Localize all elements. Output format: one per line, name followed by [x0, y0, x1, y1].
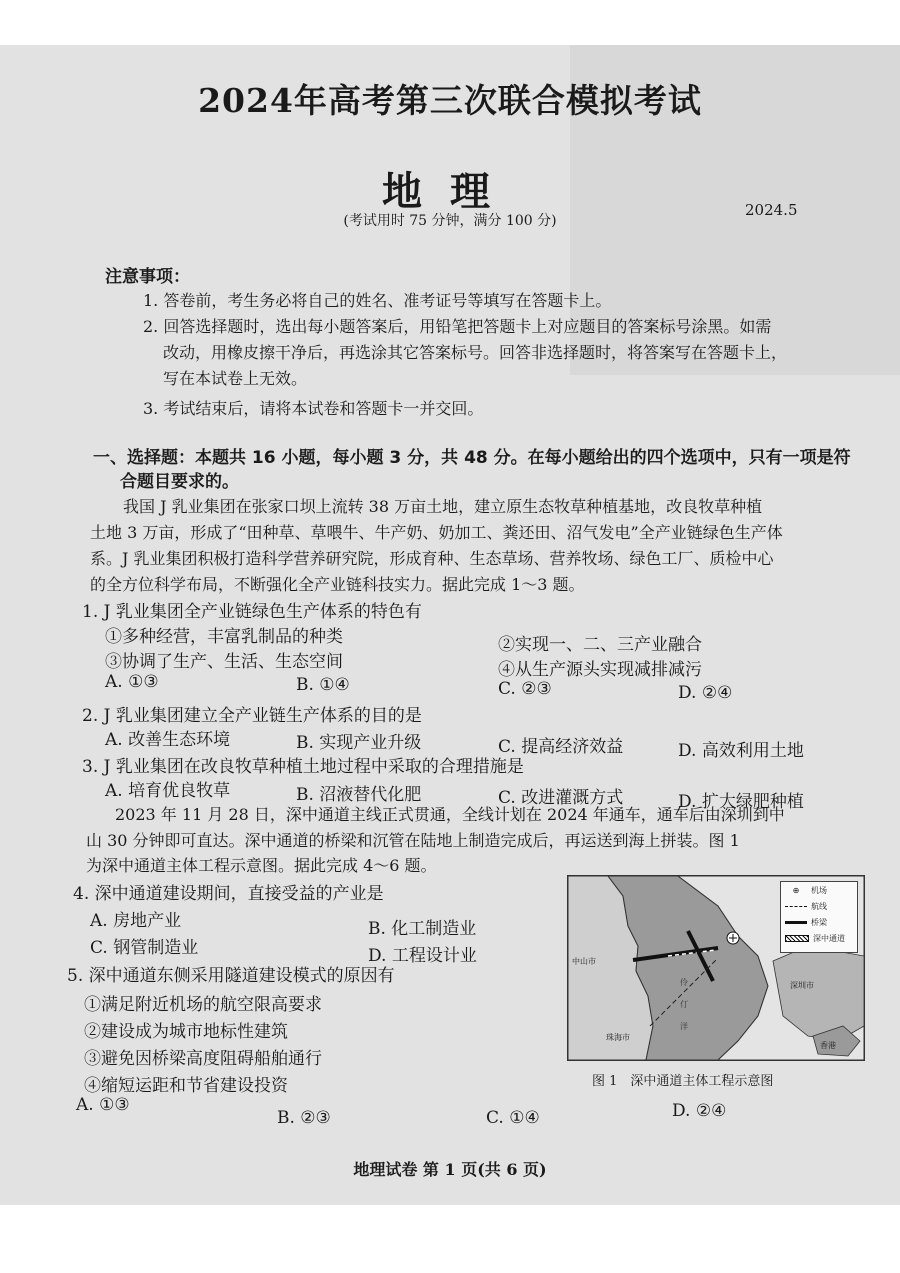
passage2-line-1: 2023 年 11 月 28 日，深中通道主线正式贯通，全线计划在 2024 年通车，通车后由深圳到中: [115, 805, 785, 824]
q2-option-a[interactable]: A. 改善生态环境: [105, 730, 231, 750]
section-heading: 一、选择题：本题共 16 小题，每小题 3 分，共 48 分。在每小题给出的四个选项中，只有一项是符: [93, 448, 851, 468]
notice-item-1: 1. 答卷前，考生务必将自己的姓名、准考证号等填写在答题卡上。: [143, 291, 612, 310]
q1-statement-1: ①多种经营，丰富乳制品的种类: [105, 627, 343, 647]
question-5-stem: 5. 深中通道东侧采用隧道建设模式的原因有: [67, 966, 395, 986]
route-line-icon: [785, 906, 807, 907]
question-1-stem: 1. J 乳业集团全产业链绿色生产体系的特色有: [82, 602, 422, 622]
legend-tunnel: 深中通道: [785, 932, 845, 944]
passage1-line-1: 我国 J 乳业集团在张家口坝上流转 38 万亩土地，建立原生态牧草种植基地，改良牧草种植: [123, 497, 763, 516]
label-bay: 伶仃洋: [680, 978, 688, 1031]
label-shenzhen: 深圳市: [790, 981, 814, 990]
label-hongkong: 香港: [820, 1041, 836, 1050]
notice-item-2-line-1: 2. 回答选择题时，选出每小题答案后，用铅笔把答题卡上对应题目的答案标号涂黑。如需: [143, 317, 772, 336]
q5-statement-2: ②建设成为城市地标性建筑: [84, 1022, 288, 1042]
passage1-line-4: 的全方位科学布局，不断强化全产业链科技实力。据此完成 1～3 题。: [90, 575, 585, 594]
q4-option-d[interactable]: D. 工程设计业: [368, 946, 477, 966]
notice-heading: 注意事项：: [105, 267, 190, 287]
legend-airport: ⊕ 机场: [785, 884, 827, 896]
page-footer: 地理试卷 第 1 页(共 6 页): [353, 1160, 547, 1179]
q3-option-b[interactable]: B. 沼液替代化肥: [296, 785, 422, 805]
question-4-stem: 4. 深中通道建设期间，直接受益的产业是: [73, 884, 384, 904]
q4-option-a[interactable]: A. 房地产业: [90, 911, 182, 931]
q3-option-d[interactable]: D. 扩大绿肥种植: [678, 792, 804, 812]
q1-statement-4: ④从生产源头实现减排减污: [498, 660, 702, 680]
q4-option-b[interactable]: B. 化工制造业: [368, 919, 477, 939]
exam-title: 2024年高考第三次联合模拟考试: [198, 81, 702, 120]
notice-item-2-line-2: 改动，用橡皮擦干净后，再选涂其它答案标号。回答非选择题时，将答案写在答题卡上，: [163, 343, 788, 362]
passage1-line-3: 系。J 乳业集团积极打造科学营养研究院，形成育种、生态草场、营养牧场、绿色工厂、质检中心: [90, 549, 774, 568]
section-heading-cont: 合题目要求的。: [120, 472, 239, 492]
question-2-stem: 2. J 乳业集团建立全产业链生产体系的目的是: [82, 706, 422, 726]
q1-option-a[interactable]: A. ①③: [105, 672, 159, 692]
question-3-stem: 3. J 乳业集团在改良牧草种植土地过程中采取的合理措施是: [82, 757, 524, 777]
exam-date: 2024.5: [745, 201, 798, 219]
q2-option-b[interactable]: B. 实现产业升级: [296, 733, 422, 753]
q1-statement-3: ③协调了生产、生活、生态空间: [105, 652, 343, 672]
q1-option-d[interactable]: D. ②④: [678, 683, 733, 703]
q5-statement-3: ③避免因桥梁高度阻碍船舶通行: [84, 1049, 322, 1069]
exam-duration: (考试用时 75 分钟，满分 100 分): [343, 213, 557, 229]
q5-statement-1: ①满足附近机场的航空限高要求: [84, 995, 322, 1015]
bridge-line-icon: [785, 921, 807, 924]
subject-title: 地理: [382, 168, 518, 215]
q1-option-c[interactable]: C. ②③: [498, 679, 552, 699]
q1-statement-2: ②实现一、二、三产业融合: [498, 635, 702, 655]
q5-option-c[interactable]: C. ①④: [486, 1108, 540, 1128]
q4-option-c[interactable]: C. 钢管制造业: [90, 938, 199, 958]
passage2-line-2: 山 30 分钟即可直达。深中通道的桥梁和沉管在陆地上制造完成后，再运送到海上拼装。图 1: [86, 831, 740, 850]
map-legend: [780, 881, 858, 953]
airport-icon: ⊕: [792, 885, 800, 895]
q5-option-b[interactable]: B. ②③: [277, 1108, 331, 1128]
q5-option-a[interactable]: A. ①③: [76, 1095, 130, 1115]
label-zhuhai: 珠海市: [606, 1033, 630, 1042]
q5-option-d[interactable]: D. ②④: [672, 1101, 727, 1121]
notice-item-3: 3. 考试结束后，请将本试卷和答题卡一并交回。: [143, 399, 484, 418]
figure-1-map: [567, 875, 865, 1061]
notice-item-2-line-3: 写在本试卷上无效。: [163, 369, 308, 388]
legend-route: 航线: [785, 900, 827, 912]
q2-option-d[interactable]: D. 高效利用土地: [678, 741, 804, 761]
q5-statement-4: ④缩短运距和节省建设投资: [84, 1076, 288, 1096]
tunnel-line-icon: [785, 935, 809, 942]
passage1-line-2: 土地 3 万亩，形成了“田种草、草喂牛、牛产奶、奶加工、粪还田、沼气发电”全产业链绿色生产体: [90, 523, 783, 542]
q3-option-c[interactable]: C. 改进灌溉方式: [498, 788, 624, 808]
q3-option-a[interactable]: A. 培育优良牧草: [105, 781, 231, 801]
passage2-line-3: 为深中通道主体工程示意图。据此完成 4～6 题。: [86, 856, 437, 875]
legend-bridge: 桥梁: [785, 916, 827, 928]
figure-1-caption: 图 1 深中通道主体工程示意图: [592, 1074, 774, 1089]
q2-option-c[interactable]: C. 提高经济效益: [498, 737, 624, 757]
label-zhongshan: 中山市: [572, 957, 596, 966]
q1-option-b[interactable]: B. ①④: [296, 675, 350, 695]
